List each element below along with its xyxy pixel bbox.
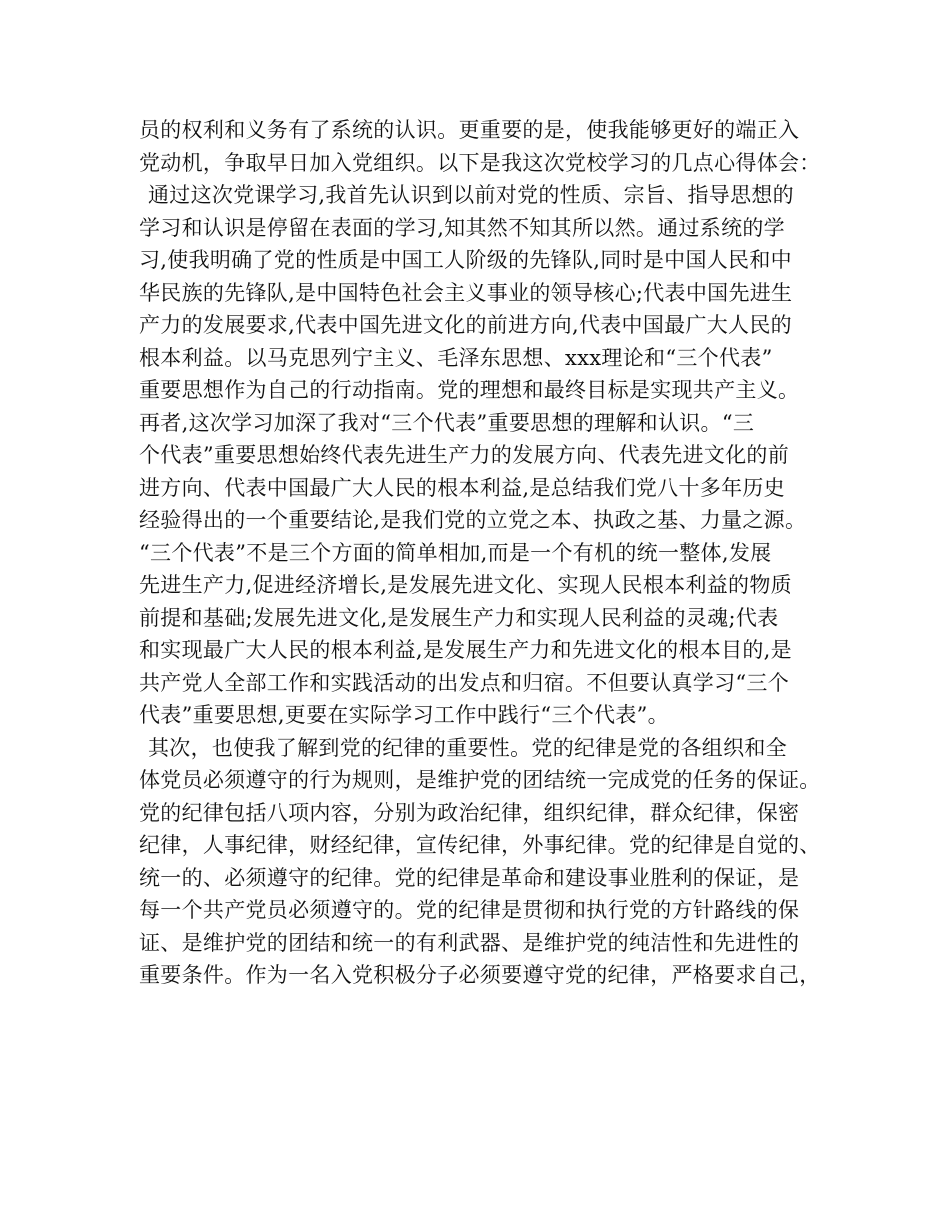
text-line: 习,使我明确了党的性质是中国工人阶级的先锋队,同时是中国人民和中 <box>139 248 792 272</box>
text-line: 体党员必须遵守的行为规则，是维护党的团结统一完成党的任务的保证。 <box>139 768 821 792</box>
text-line: 产力的发展要求,代表中国先进文化的前进方向,代表中国最广大人民的 <box>139 313 792 337</box>
text-line: 党的纪律包括八项内容，分别为政治纪律，组织纪律，群众纪律，保密 <box>139 800 800 825</box>
text-line: 学习和认识是停留在表面的学习,知其然不知其所以然。通过系统的学 <box>139 215 785 240</box>
text-line: 先进生产力,促进经济增长,是发展先进文化、实现人民根本利益的物质 <box>139 573 792 597</box>
text-line: 共产党人全部工作和实践活动的出发点和归宿。不但要认真学习“三个 <box>139 670 790 695</box>
text-line: 华民族的先锋队,是中国特色社会主义事业的领导核心;代表中国先进生 <box>139 280 793 305</box>
text-line: 重要思想作为自己的行动指南。党的理想和最终目标是实现共产主义。 <box>139 378 800 402</box>
text-line: 代表”重要思想,更要在实际学习工作中践行“三个代表”。 <box>139 703 669 727</box>
text-line: 个代表”重要思想始终代表先进生产力的发展方向、代表先进文化的前 <box>139 443 790 467</box>
text-line: 前提和基础;发展先进文化,是发展生产力和实现人民利益的灵魂;代表 <box>139 605 779 630</box>
text-line: 每一个共产党员必须遵守的。党的纪律是贯彻和执行党的方针路线的保 <box>139 898 800 922</box>
document-body-text <box>139 114 839 992</box>
text-line: 纪律，人事纪律，财经纪律，宣传纪律，外事纪律。党的纪律是自觉的、 <box>139 833 821 857</box>
text-line: 通过这次党课学习,我首先认识到以前对党的性质、宗旨、指导思想的 <box>148 183 794 207</box>
text-line: 党动机，争取早日加入党组织。以下是我这次党校学习的几点心得体会： <box>139 150 821 175</box>
text-line: 统一的、必须遵守的纪律。党的纪律是革命和建设事业胜利的保证，是 <box>139 865 800 890</box>
text-line: 证、是维护党的团结和统一的有利武器、是维护党的纯洁性和先进性的 <box>139 930 800 955</box>
text-line: 和实现最广大人民的根本利益,是发展生产力和先进文化的根本目的,是 <box>139 638 792 662</box>
text-line: 经验得出的一个重要结论,是我们党的立党之本、执政之基、力量之源。 <box>139 508 807 532</box>
text-line: 其次，也使我了解到党的纪律的重要性。党的纪律是党的各组织和全 <box>148 735 787 760</box>
text-line: “三个代表”不是三个方面的简单相加,而是一个有机的统一整体,发展 <box>139 540 772 565</box>
text-line: 重要条件。作为一名入党积极分子必须要遵守党的纪律，严格要求自己， <box>139 963 821 987</box>
text-line: 再者,这次学习加深了我对“三个代表”重要思想的理解和认识。“三 <box>139 410 755 435</box>
text-line: 员的权利和义务有了系统的认识。更重要的是，使我能够更好的端正入 <box>139 118 800 142</box>
text-line: 根本利益。以马克思列宁主义、毛泽东思想、xxx理论和“三个代表” <box>139 345 773 370</box>
text-line: 进方向、代表中国最广大人民的根本利益,是总结我们党八十多年历史 <box>139 475 785 500</box>
